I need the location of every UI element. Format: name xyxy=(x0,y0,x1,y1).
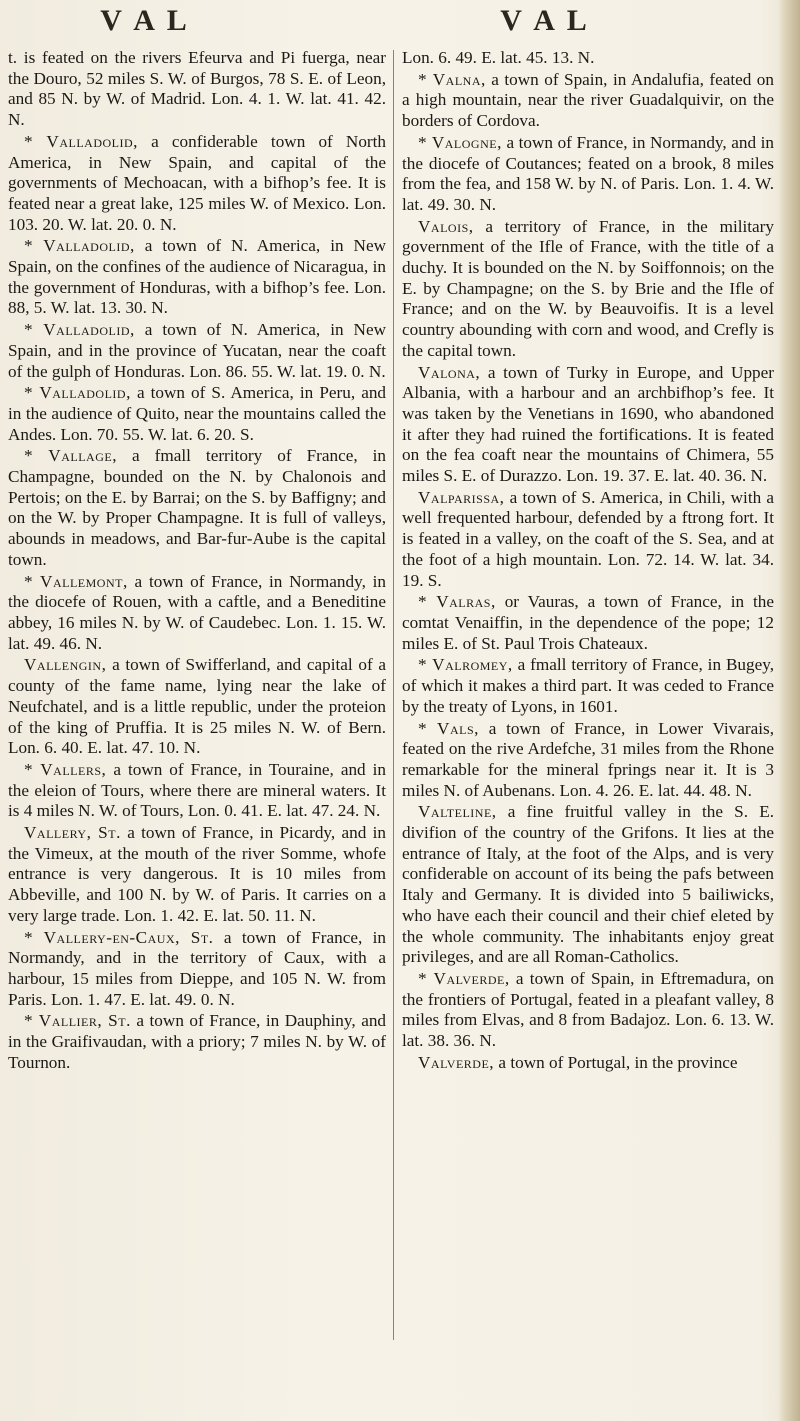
entry: * Valogne, a town of France, in Normandy, and in the diocefe of Coutances; feated on a brook, 8 miles from the fea, and 158 W. by N. of Paris. Lon. 1. 4. W. lat. 49. 30. N. xyxy=(402,132,775,214)
entry: Valparissa, a town of S. America, in Chili, with a well frequented harbour, defended by a ftrong fort. It is feated in a valley, on the coaft of the S. Sea, and at the foot of a high mountain. Lon. 72. 14. W. lat. 34. 19. S. xyxy=(402,487,774,590)
entry: * Valladolid, a confiderable town of North America, in New Spain, and capital of the governments of Mechoacan, with a bifhop’s fee. It is feated near a great lake, 125 miles W. of Mexico. Lon. 103. 20. W. lat. 20. 0. N. xyxy=(8,131,387,234)
entry: Valteline, a fine fruitful valley in the S. E. divifion of the country of the Grifons. It lies at the entrance of Italy, at the foot of the Alps, and is very confiderable on account of its being the pafs between Italy and Germany. It is divided into 5 bailiwicks, who have each their council and their chief eleted by the whole community. The inhabitants enjoy great privileges, and are all Roman-Catholics. xyxy=(402,802,774,967)
entry: Lon. 6. 49. E. lat. 45. 13. N. xyxy=(402,48,595,67)
entry: * Valna, a town of Spain, in Andalufia, feated on a high mountain, near the river Guadalquivir, on the borders of Cordova. xyxy=(402,69,774,131)
entry: * Valladolid, a town of N. America, in New Spain, and in the province of Yucatan, near the coaft of the gulph of Honduras. Lon. 86. 55. W. lat. 19. 0. N. xyxy=(8,320,387,381)
page-edge-shadow xyxy=(778,0,800,1421)
entry: * Vallier, St. a town of France, in Dauphiny, and in the Graifivaudan, with a priory; 7 miles N. by W. of Tournon. xyxy=(8,1011,387,1072)
entry: * Valladolid, a town of N. America, in New Spain, on the confines of the audience of Nicaragua, in the government of Honduras, with a bifhop’s fee. Lon. 88, 5. W. lat. 13. 30. N. xyxy=(8,236,387,318)
entry: * Vallage, a fmall territory of France, in Champagne, bounded on the N. by Chalonois and Pertois; on the E. by Barrai; on the S. by Baffigny; and on the W. by Proper Champagne. It is full of valleys, abounds in meadows, and Bar-fur-Aube is the capital town. xyxy=(8,446,387,569)
entry: * Valladolid, a town of S. America, in Peru, and in the audience of Quito, near the mountains called the Andes. Lon. 70. 55. W. lat. 6. 20. S. xyxy=(8,383,387,444)
entry: * Vallers, a town of France, in Touraine, and in the eleion of Tours, where there are mineral waters. It is 4 miles N. W. of Tours, Lon. 0. 41. E. lat. 47. 24. N. xyxy=(8,759,387,821)
entry: * Valverde, a town of Spain, in Eftremadura, on the frontiers of Portugal, feated in a pleafant valley, 8 miles from Elvas, and 8 from Badajoz. Lon. 6. 13. W. lat. 38. 36. N. xyxy=(402,968,775,1051)
entry: Valois, a territory of France, in the military government of the Ifle of France, with the title of a duchy. It is bounded on the N. by Soiffonnois; on the E. by Champagne; on the S. by Brie and the Ifle of France; and on the W. by Beauvoifis. It is a level country abounding with corn and wood, and Crefly is the capital town. xyxy=(402,216,774,360)
entry: * Valras, or Vauras, a town of France, in the comtat Venaiffin, in the dependence of the pope; 12 miles E. of St. Paul Trois Chateaux. xyxy=(402,592,774,653)
entry: * Vallery-en-Caux, St. a town of France, in Normandy, and in the territory of Caux, with a harbour, 15 miles from Dieppe, and 105 N. W. from Paris. Lon. 1. 47. E. lat. 49. 0. N. xyxy=(8,927,387,1009)
running-head-left: V A L xyxy=(100,4,190,37)
entry: * Vals, a town of France, in Lower Vivarais, feated on the rive Ardefche, 31 miles from the Rhone remarkable for the mineral fprings near it. It is 3 miles N. of Aubenans. Lon. 4. 26. E. lat. 44. 48. N. xyxy=(402,718,774,800)
running-head-right: V A L xyxy=(500,4,590,37)
entry: Valona, a town of Turky in Europe, and Upper Albania, with a harbour and an archbifhop’s fee. It was taken by the Venetians in 1690, who abandoned it after they had ruined the fortifications. It is feated on the fea coaft near the mountains of Chimera, 55 miles S. E. of Durazzo. Lon. 19. 37. E. lat. 40. 36. N. xyxy=(402,362,775,486)
entry: * Vallemont, a town of France, in Normandy, in the diocefe of Rouen, with a caftle, and a Beneditine abbey, 16 miles N. by W. of Caudebec. Lon. 1. 15. W. lat. 49. 46. N. xyxy=(8,571,387,653)
entry: Valverde, a town of Portugal, in the province xyxy=(418,1052,738,1072)
entry: t. is feated on the rivers Efeurva and Pi fuerga, near the Douro, 52 miles S. W. of Burgos, 78 S. E. of Leon, and 85 N. by W. of Madrid. Lon. 4. 1. W. lat. 41. 42. N. xyxy=(8,48,386,130)
column-divider xyxy=(393,50,394,1340)
entry: Vallery, St. a town of France, in Picardy, and in the Vimeux, at the mouth of the river Somme, whofe entrance is very dangerous. It is 10 miles from Abbeville, and 100 N. by W. of Paris. It carries on a very large trade. Lon. 1. 42. E. lat. 50. 11. N. xyxy=(8,823,386,925)
entry: * Valromey, a fmall territory of France, in Bugey, of which it makes a third part. It was ceded to France by the treaty of Lyons, in 1601. xyxy=(402,655,775,716)
right-column xyxy=(402,48,774,1074)
entry: Vallengin, a town of Swifferland, and capital of a county of the fame name, lying near the lake of Neufchatel, and is a little republic, under the proteion of the king of Pruffia. It is 25 miles N. W. of Bern. Lon. 6. 40. E. lat. 47. 10. N. xyxy=(8,655,386,758)
left-column xyxy=(8,48,386,1074)
